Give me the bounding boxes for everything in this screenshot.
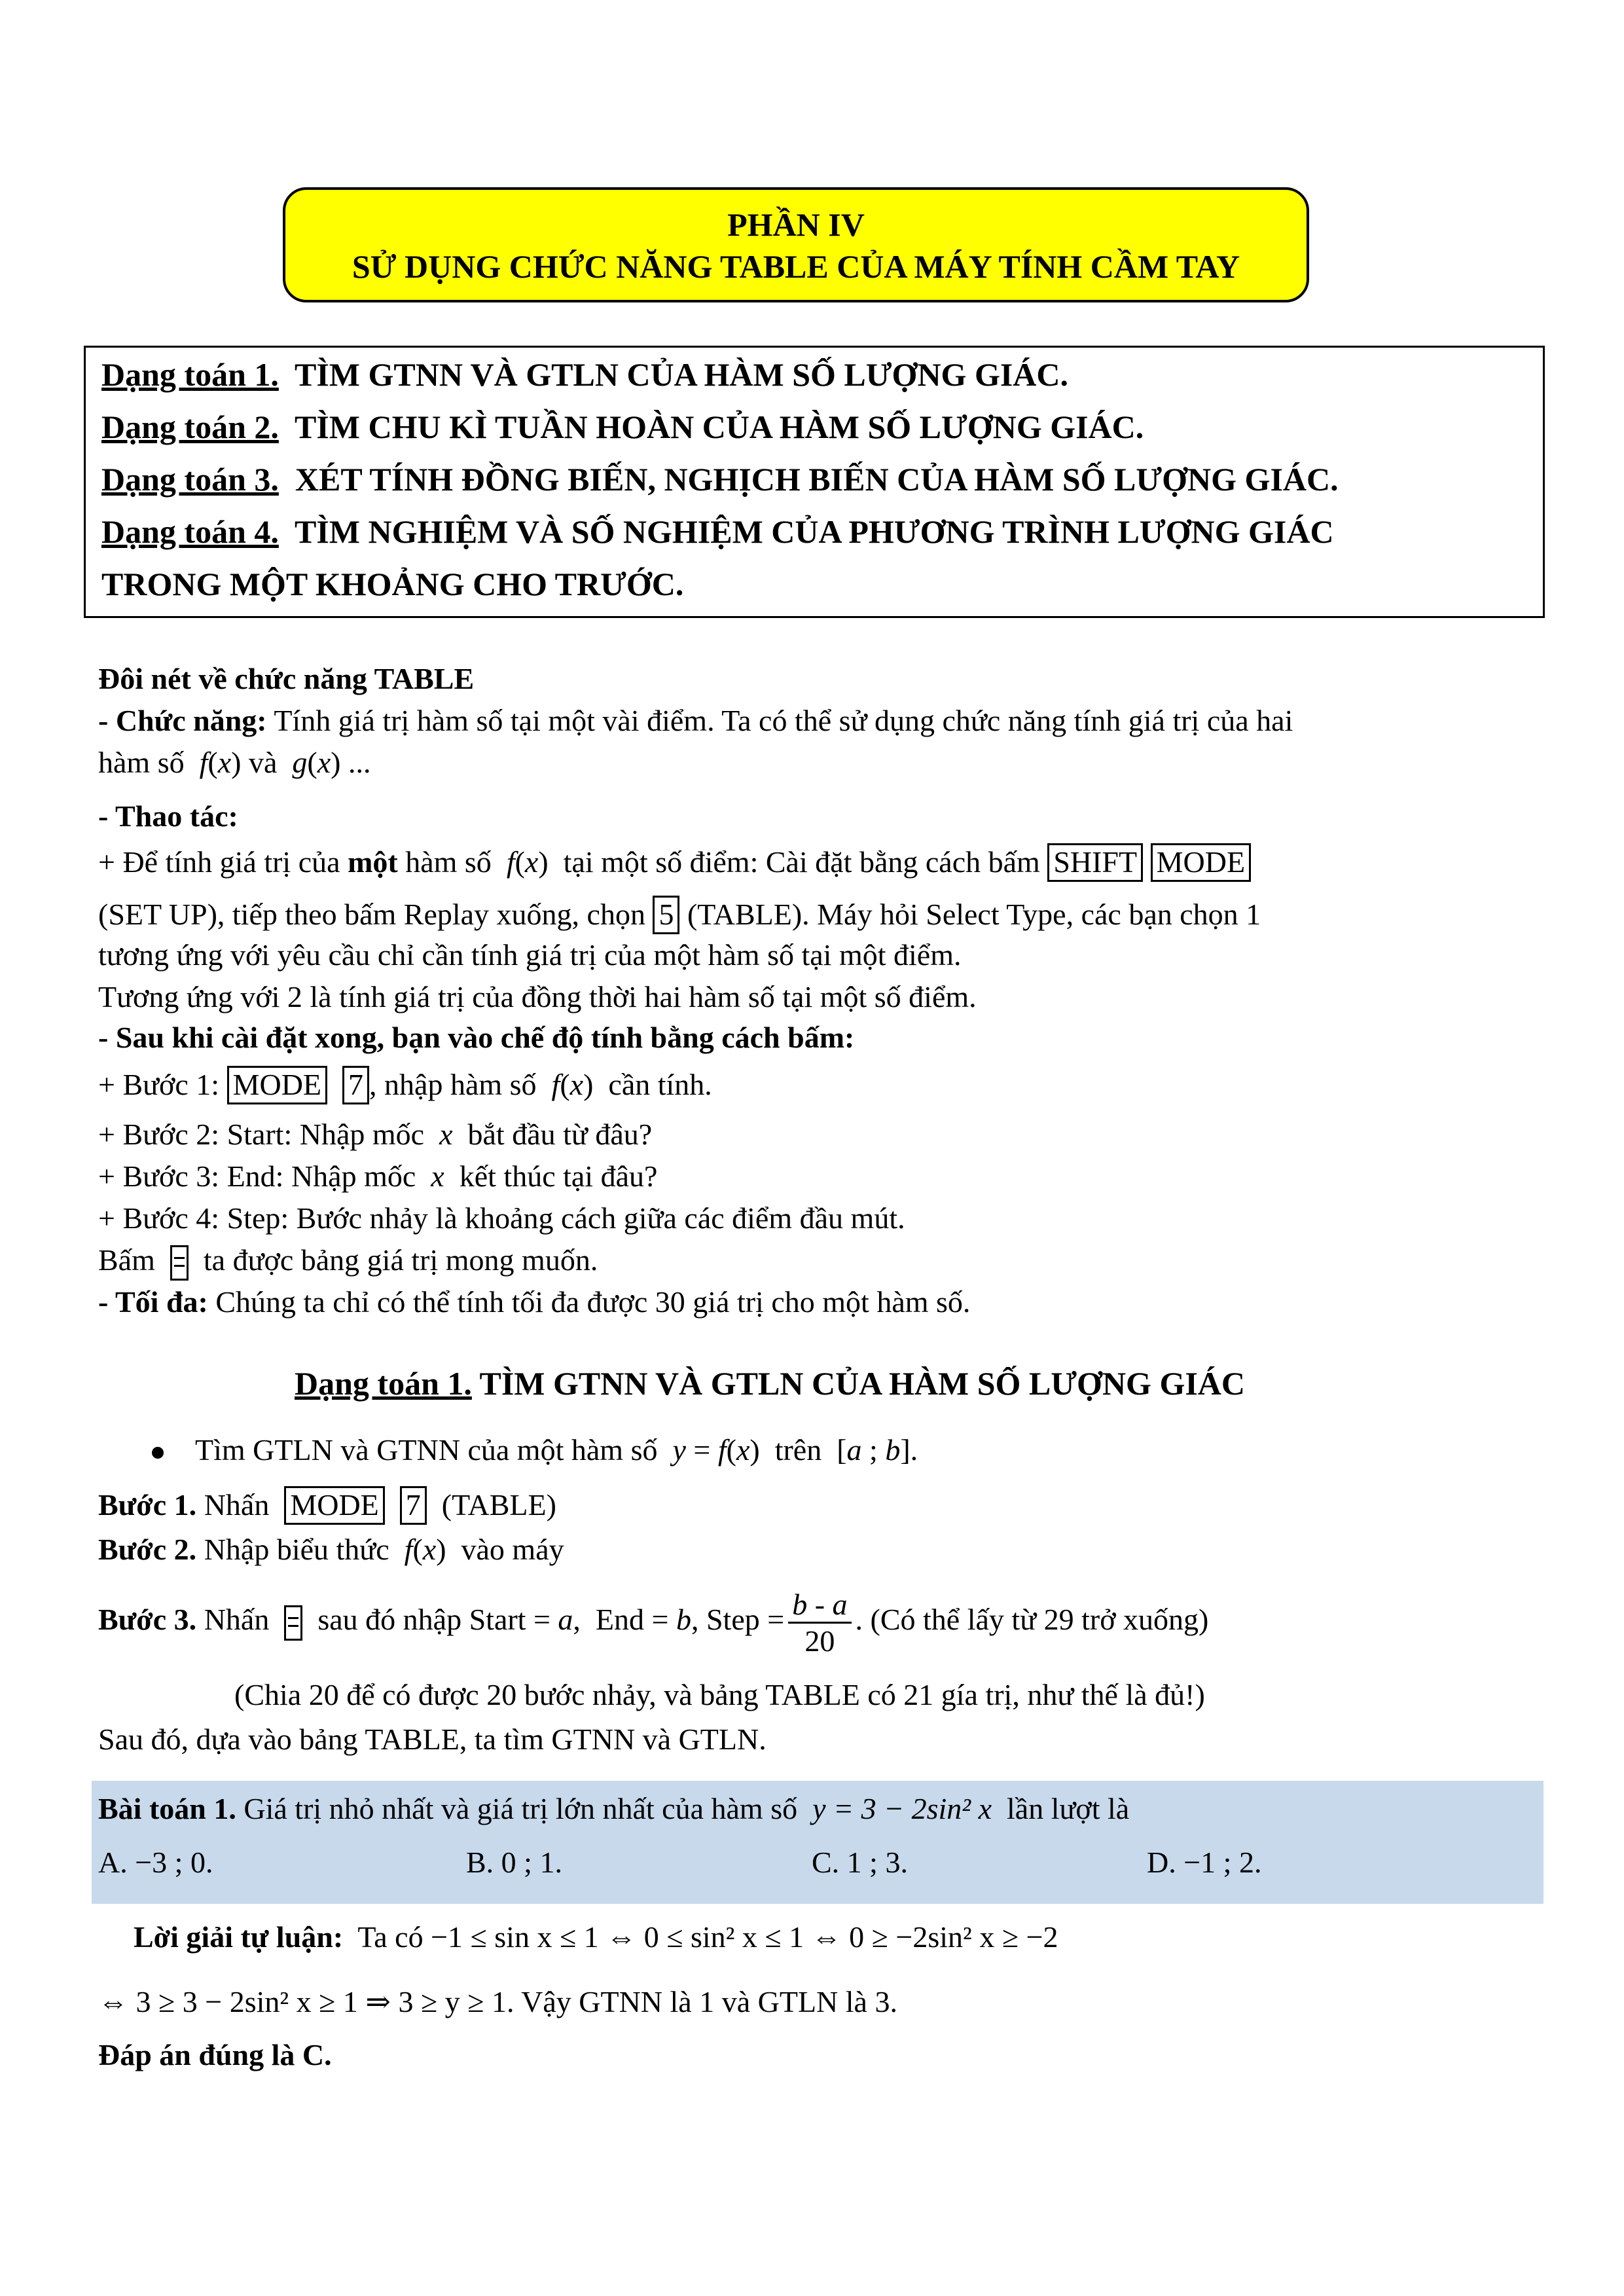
toc-item: Dạng toán 3. XÉT TÍNH ĐỒNG BIẾN, NGHỊCH BIẾN CỦA HÀM SỐ LƯỢNG GIÁC. [101,461,1339,498]
s1-note: (Chia 20 để có được 20 bước nhảy, và bảng TABLE có 21 gía trị, như thế là đủ!) [234,1678,1205,1711]
s1-step-3: Bước 3. Nhấn sau đó nhập Start = a, End = b, Step = $\frac{b - a}{20}$ . (Có thể lấy từ 29 trở xuống) [98,1588,1209,1658]
func-line-2: hàm số f(x) và g(x) ... [98,746,371,779]
mode-key: MODE [227,1066,327,1104]
option-b: B. 0 ; 1. [466,1846,562,1879]
s1-step-2: Bước 2. Nhập biểu thức f(x) vào máy [98,1533,564,1566]
toc-item: Dạng toán 4. TÌM NGHIỆM VÀ SỐ NGHIỆM CỦA PHƯƠNG TRÌNH LƯỢNG GIÁC [101,513,1334,550]
key-7: 7 [400,1486,427,1525]
option-d: D. −1 ; 2. [1147,1846,1262,1879]
intro-step-1: + Bước 1: MODE 7 , nhập hàm số f(x) cần tính. [98,1066,712,1104]
solution-line-1: Lời giải tự luận: Ta có −1 ≤ sin x ≤ 1 ⇔ 0 ≤ sin² x ≤ 1 ⇔ 0 ≥ −2sin² x ≥ −2 [134,1920,1058,1954]
line-one: tương ứng với yêu cầu chỉ cần tính giá trị của một hàm số tại một điểm. [98,938,962,972]
key-5: 5 [653,896,679,934]
step1-line: + Để tính giá trị của một hàm số f(x) tại một số điểm: Cài đặt bằng cách bấm SHIFT MODE [98,843,1251,882]
toc-continuation: TRONG MỘT KHOẢNG CHO TRƯỚC. [101,566,684,602]
answer: Đáp án đúng là C. [98,2038,332,2071]
after-setup: - Sau khi cài đặt xong, bạn vào chế độ tính bằng cách bấm: [98,1021,855,1054]
shift-key: SHIFT [1047,843,1143,882]
intro-step-3: + Bước 3: End: Nhập mốc x kết thúc tại đâu? [98,1159,658,1193]
problem-statement: Bài toán 1. Giá trị nhỏ nhất và giá trị lớn nhất của hàm số y = 3 − 2sin² x lần lượt là [98,1792,1130,1825]
key-7: 7 [342,1066,369,1104]
title-banner [283,187,1309,302]
intro-step-4: + Bước 4: Step: Bước nhảy là khoảng cách giữa các điểm đầu mút. [98,1201,905,1235]
s1-step-1: Bước 1. Nhấn MODE 7 (TABLE) [98,1486,556,1525]
step-fraction: $\frac{b - a}{20}$ [788,1587,851,1658]
toc-item: Dạng toán 2. TÌM CHU KÌ TUẦN HOÀN CỦA HÀM SỐ LƯỢNG GIÁC. [101,409,1144,445]
s1-after: Sau đó, dựa vào bảng TABLE, ta tìm GTNN và GTLN. [98,1722,767,1756]
mode-key: MODE [1151,843,1251,882]
intro-step-2: + Bước 2: Start: Nhập mốc x bắt đầu từ đâu? [98,1118,653,1151]
equals-key [170,1245,189,1281]
bullet-icon [152,1447,164,1459]
intro-heading: Đôi nét về chức năng TABLE [98,662,475,695]
mode-key: MODE [284,1486,384,1525]
solution-line-2: ⇔ 3 ≥ 3 − 2sin² x ≥ 1 ⇒ 3 ≥ y ≥ 1. Vậy GTNN là 1 và GTLN là 3. [98,1985,897,2018]
section-heading: Dạng toán 1. TÌM GTNN VÀ GTLN CỦA HÀM SỐ LƯỢNG GIÁC [295,1365,1246,1402]
equals-key [284,1605,302,1641]
max-line: - Tối đa: Chúng ta chỉ có thể tính tối đa được 30 giá trị cho một hàm số. [98,1285,971,1319]
part-title: PHẦN IV [727,206,865,243]
part-subtitle: SỬ DỤNG CHỨC NĂNG TABLE CỦA MÁY TÍNH CẦM TAY [352,248,1240,285]
option-c: C. 1 ; 3. [812,1846,908,1879]
ops-label: - Thao tác: [98,799,238,833]
toc-item: Dạng toán 1. TÌM GTNN VÀ GTLN CỦA HÀM SỐ LƯỢNG GIÁC. [101,356,1069,393]
func-line: - Chức năng: Tính giá trị hàm số tại một vài điểm. Ta có thể sử dụng chức năng tính giá trị của hai [98,704,1293,737]
option-a: A. −3 ; 0. [98,1846,213,1879]
section-bullet: Tìm GTLN và GTNN của một hàm số y = f(x) trên [a ; b]. [152,1432,918,1467]
line-two: Tương ứng với 2 là tính giá trị của đồng thời hai hàm số tại một số điểm. [98,980,977,1013]
setup-line: (SET UP), tiếp theo bấm Replay xuống, chọn 5 (TABLE). Máy hỏi Select Type, các bạn chọn 1 [98,896,1261,934]
toc-box [84,346,1545,618]
press-line: Bấm ta được bảng giá trị mong muốn. [98,1243,598,1281]
